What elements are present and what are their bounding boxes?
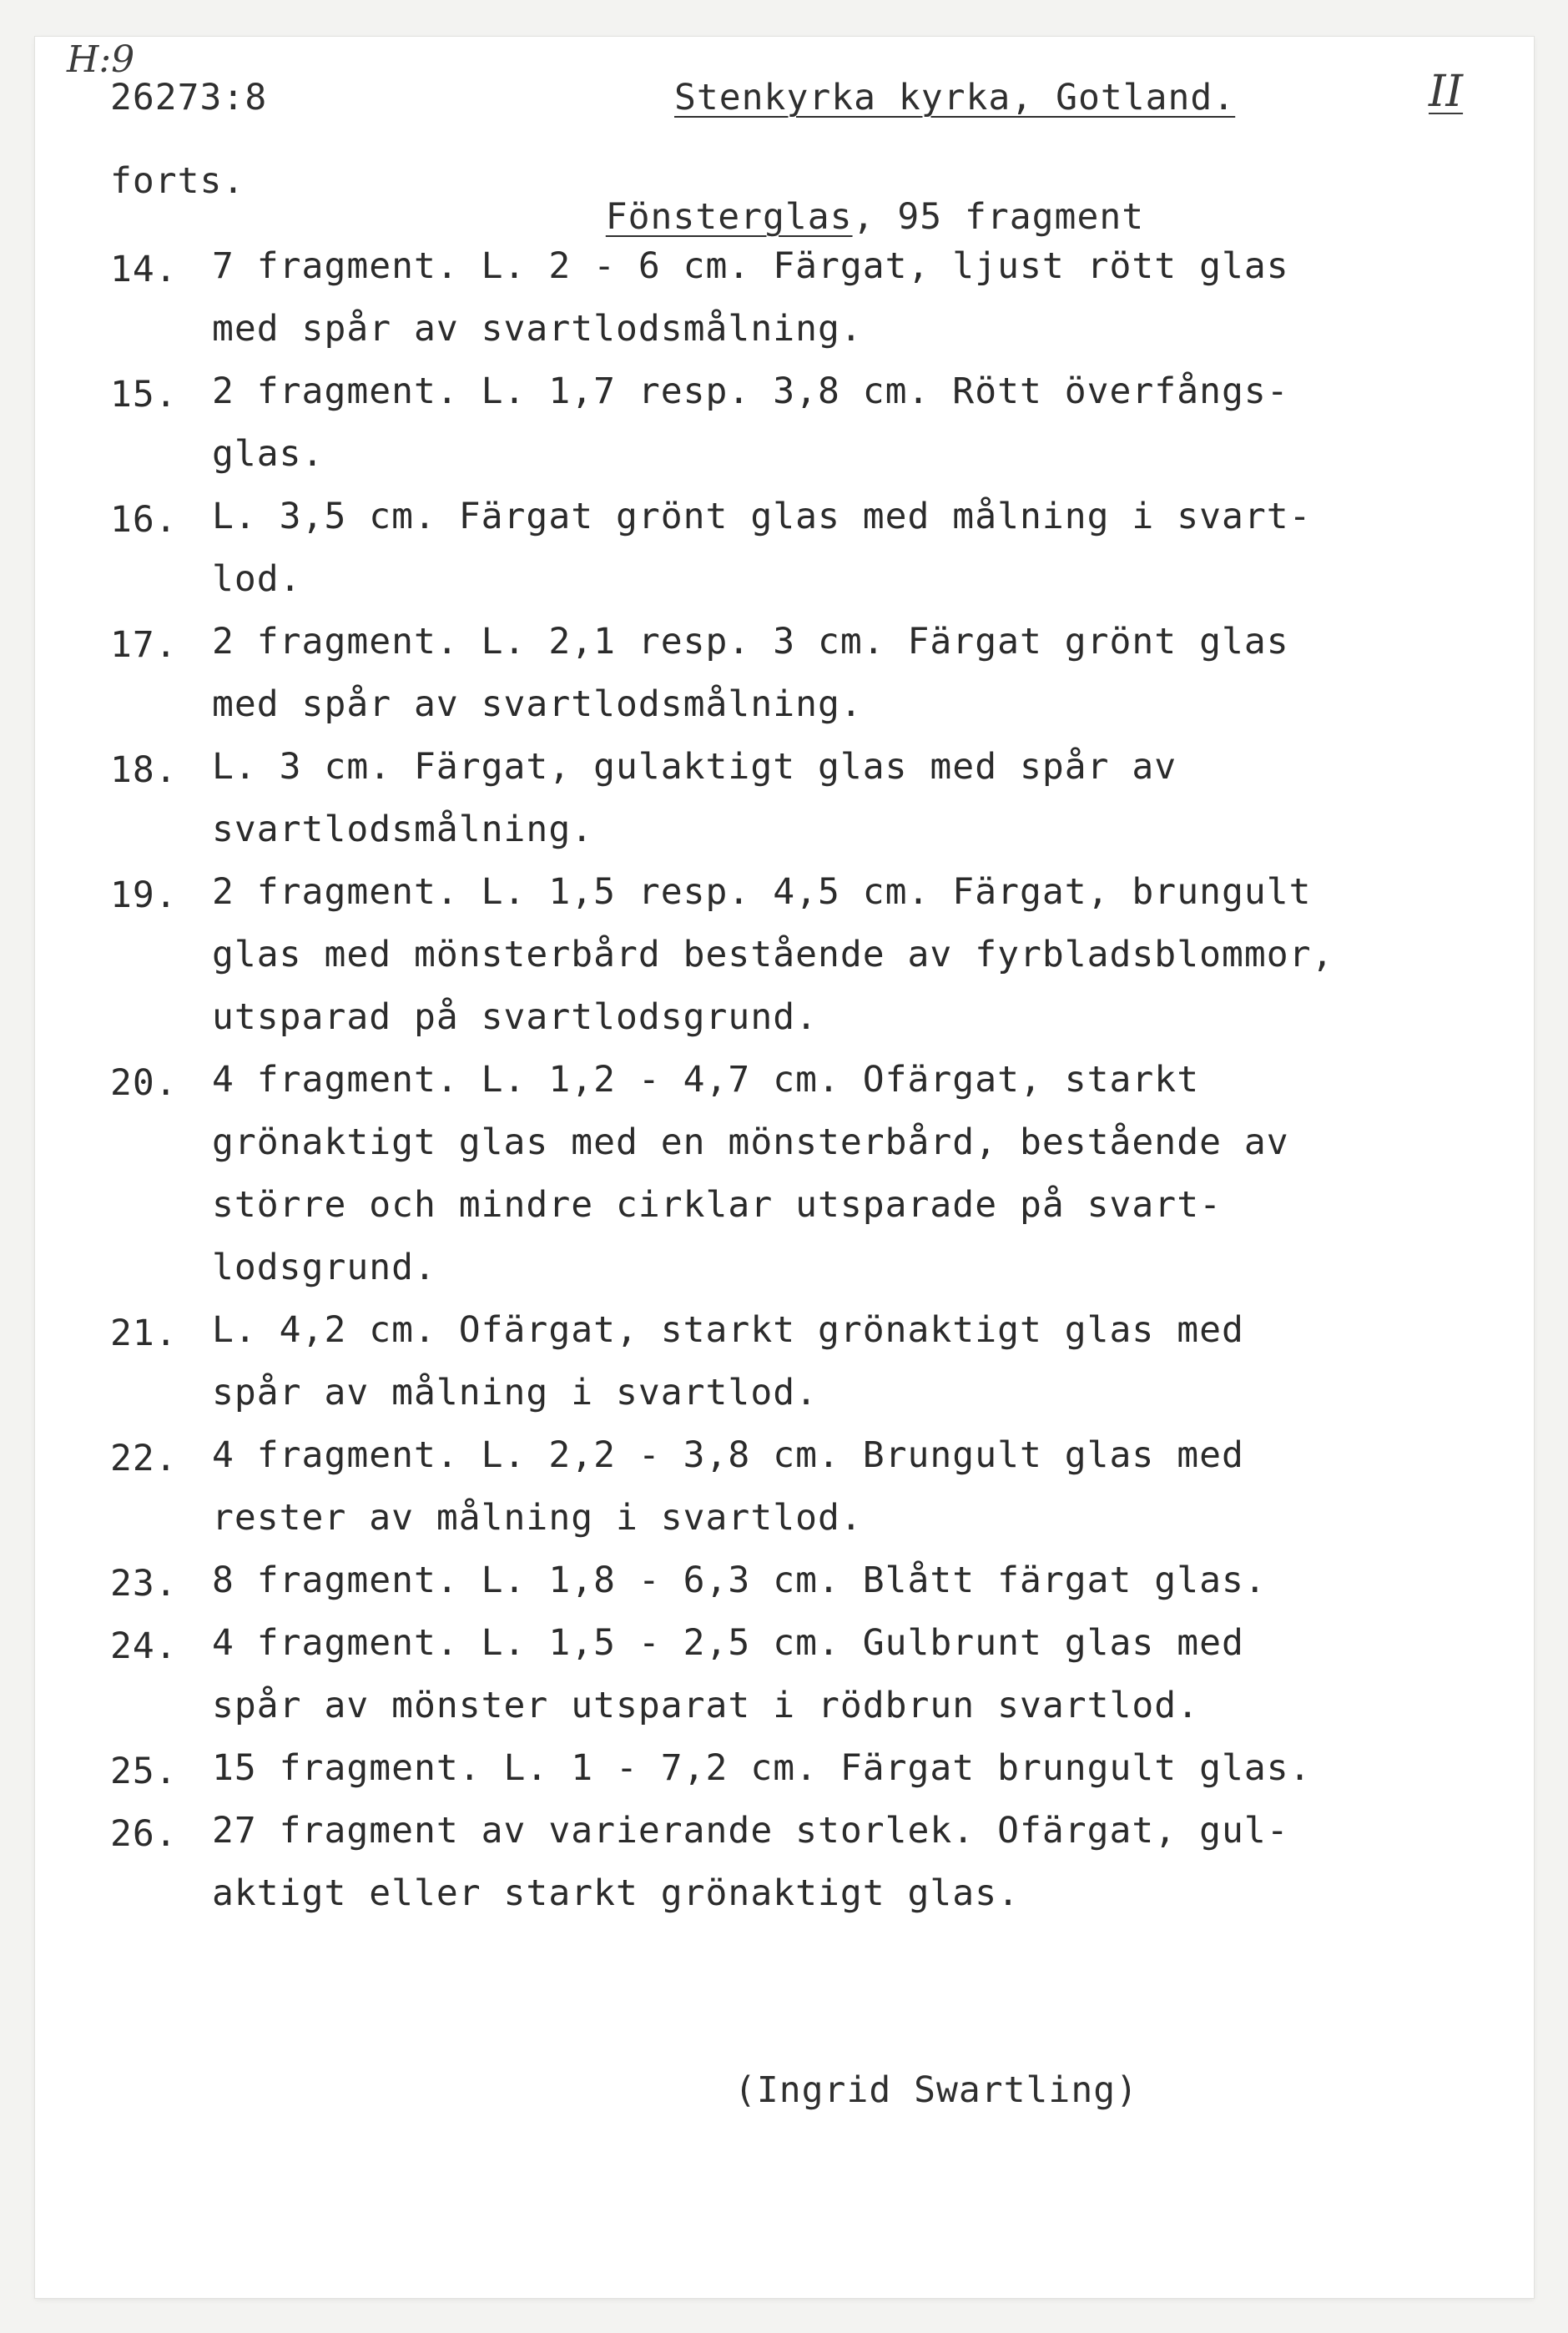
entry-line: spår av målning i svartlod. xyxy=(212,1372,818,1413)
entry-number: 24. xyxy=(110,1625,178,1667)
entry-line: glas med mönsterbård bestående av fyrbladsblommor, xyxy=(212,934,1334,975)
entry-line: 7 fragment. L. 2 - 6 cm. Färgat, ljust rött glas xyxy=(212,245,1289,287)
entry-line: 4 fragment. L. 1,2 - 4,7 cm. Ofärgat, starkt xyxy=(212,1059,1200,1101)
entry-number: 19. xyxy=(110,874,178,916)
handwritten-mark: H:9 xyxy=(67,38,135,81)
entry-number: 26. xyxy=(110,1813,178,1855)
entry-line: svartlodsmålning. xyxy=(212,809,594,850)
entry-number: 18. xyxy=(110,749,178,791)
entry-line: 2 fragment. L. 2,1 resp. 3 cm. Färgat grönt glas xyxy=(212,621,1289,663)
subtitle-underlined: Fönsterglas xyxy=(605,196,853,238)
entry-number: 16. xyxy=(110,499,178,541)
entry-line: 4 fragment. L. 1,5 - 2,5 cm. Gulbrunt glas med xyxy=(212,1622,1244,1664)
entry-number: 20. xyxy=(110,1062,178,1104)
entry-line: 8 fragment. L. 1,8 - 6,3 cm. Blått färgat glas. xyxy=(212,1560,1267,1601)
entry-line: lodsgrund. xyxy=(212,1247,436,1288)
entry-line: glas. xyxy=(212,433,325,475)
entry-line: 2 fragment. L. 1,7 resp. 3,8 cm. Rött överfångs- xyxy=(212,370,1289,412)
entry-line: spår av mönster utsparat i rödbrun svartlod. xyxy=(212,1685,1200,1726)
entry-number: 21. xyxy=(110,1313,178,1354)
entry-line: 4 fragment. L. 2,2 - 3,8 cm. Brungult glas med xyxy=(212,1434,1244,1476)
entry-line: L. 3 cm. Färgat, gulaktigt glas med spår av xyxy=(212,746,1177,788)
entry-line: grönaktigt glas med en mönsterbård, bestående av xyxy=(212,1121,1289,1163)
entry-line: med spår av svartlodsmålning. xyxy=(212,683,863,725)
entry-line: med spår av svartlodsmålning. xyxy=(212,308,863,350)
entry-line: utsparad på svartlodsgrund. xyxy=(212,996,818,1038)
entry-line: lod. xyxy=(212,558,302,600)
entry-number: 25. xyxy=(110,1751,178,1792)
author-signature: (Ingrid Swartling) xyxy=(734,2069,1138,2111)
entry-line: 2 fragment. L. 1,5 resp. 4,5 cm. Färgat, brungult xyxy=(212,871,1312,913)
continued-label: forts. xyxy=(110,160,245,202)
catalog-number: 26273:8 xyxy=(110,77,268,118)
entry-line: 15 fragment. L. 1 - 7,2 cm. Färgat brungult glas. xyxy=(212,1747,1312,1789)
page-mark: II xyxy=(1429,67,1464,117)
entry-line: rester av målning i svartlod. xyxy=(212,1497,863,1539)
entry-line: 27 fragment av varierande storlek. Ofärgat, gul- xyxy=(212,1810,1289,1852)
entry-number: 14. xyxy=(110,249,178,290)
entry-line: större och mindre cirklar utsparade på svart- xyxy=(212,1184,1222,1226)
entry-number: 15. xyxy=(110,374,178,416)
entry-number: 17. xyxy=(110,624,178,666)
entry-line: aktigt eller starkt grönaktigt glas. xyxy=(212,1872,1020,1914)
entry-number: 23. xyxy=(110,1563,178,1605)
entry-line: L. 3,5 cm. Färgat grönt glas med målning i svart- xyxy=(212,496,1312,537)
entry-line: L. 4,2 cm. Ofärgat, starkt grönaktigt glas med xyxy=(212,1309,1244,1351)
section-subtitle xyxy=(561,164,1145,238)
entry-number: 22. xyxy=(110,1438,178,1479)
subtitle-rest: , 95 fragment xyxy=(852,196,1145,238)
document-title: Stenkyrka kyrka, Gotland. xyxy=(674,77,1236,118)
